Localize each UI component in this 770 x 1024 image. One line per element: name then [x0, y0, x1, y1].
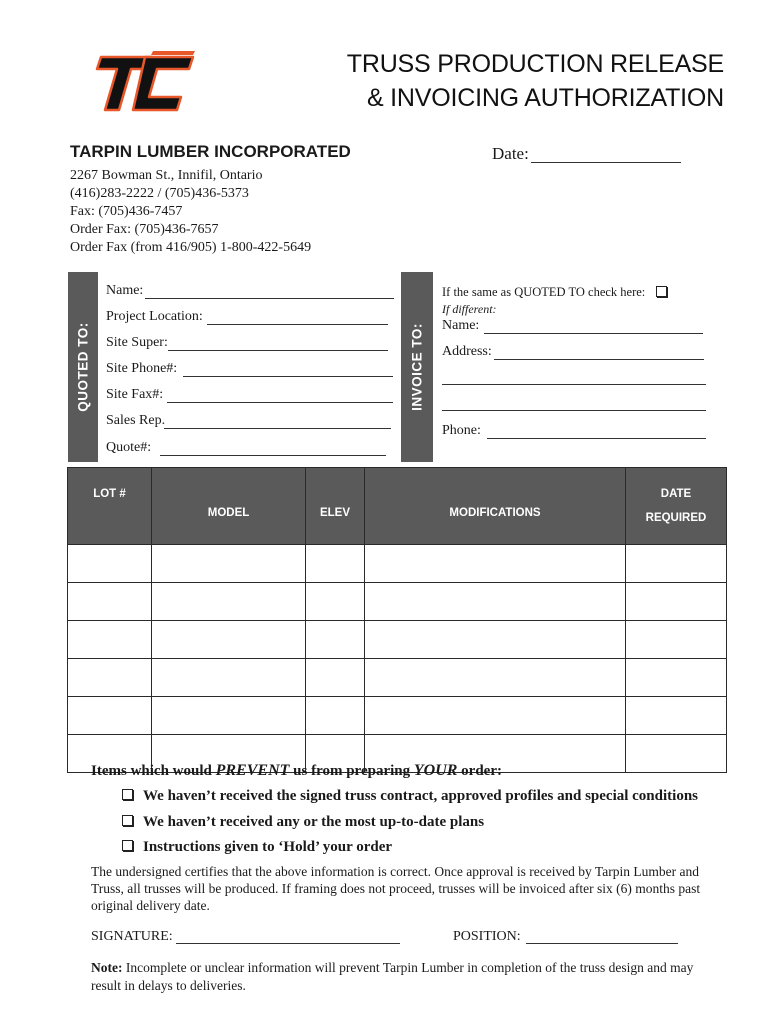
date-field[interactable]: [531, 162, 681, 163]
table-row: [68, 545, 727, 583]
date-required-header-line-1: DATE: [660, 488, 692, 500]
certification-line: The undersigned certifies that the above information is correct. Once approval is received by Tarpin Lumber and: [91, 864, 699, 879]
modifications-cell[interactable]: [365, 697, 626, 735]
if-different-label: If different:: [442, 302, 497, 316]
note-line-1: [91, 959, 693, 977]
lot-number-cell[interactable]: [68, 545, 152, 583]
sales-rep-label: Sales Rep.: [106, 413, 166, 428]
elev-cell[interactable]: [306, 621, 365, 659]
prevent-tail: order:: [461, 763, 502, 779]
prevent-item-text: We haven’t received any or the most up-to-date plans: [143, 814, 485, 830]
invoice-phone-label: Phone:: [442, 423, 481, 438]
your-word: YOUR: [413, 762, 458, 779]
invoice-address-label: Address:: [442, 344, 492, 359]
checkbox-icon[interactable]: [122, 789, 133, 800]
same-as-quoted-row: [442, 285, 667, 300]
site-phone-label: Site Phone#:: [106, 361, 178, 376]
prevent-item-text: We haven’t received the signed truss contract, approved profiles and special conditions: [143, 788, 698, 804]
modifications-cell[interactable]: [365, 583, 626, 621]
invoice-name-label: Name:: [442, 318, 480, 333]
model-cell[interactable]: [152, 697, 306, 735]
signature-field[interactable]: [176, 943, 400, 944]
note-label: Note:: [91, 960, 123, 975]
elev-cell[interactable]: [306, 697, 365, 735]
signature-label: SIGNATURE:: [91, 929, 173, 944]
invoice-name-field[interactable]: [484, 333, 703, 334]
address-line: 2267 Bowman St., Innifil, Ontario: [70, 168, 263, 183]
project-location-field[interactable]: [207, 324, 388, 325]
tl-logo: [93, 47, 197, 115]
elev-cell[interactable]: [306, 659, 365, 697]
order-fax-tollfree-line: Order Fax (from 416/905) 1-800-422-5649: [70, 240, 312, 255]
date-required-cell[interactable]: [626, 621, 727, 659]
site-fax-label: Site Fax#:: [106, 387, 164, 402]
prevent-item: [122, 814, 484, 831]
table-row: [68, 621, 727, 659]
quoted-to-tab: [68, 272, 98, 462]
model-cell[interactable]: [152, 659, 306, 697]
lot-number-cell[interactable]: [68, 697, 152, 735]
form-title-line-2: & INVOICING AUTHORIZATION: [366, 84, 724, 112]
note: [91, 959, 693, 995]
lot-number-cell[interactable]: [68, 621, 152, 659]
site-phone-field[interactable]: [183, 376, 393, 377]
lot-number-header: LOT #: [68, 468, 152, 545]
prevent-lead: Items which would: [91, 763, 212, 779]
invoice-to-tab: [401, 272, 433, 462]
date-required-cell[interactable]: [626, 697, 727, 735]
certification-line: original delivery date.: [91, 898, 210, 913]
prevent-item-text: Instructions given to ‘Hold’ your order: [143, 839, 393, 855]
modifications-header: MODIFICATIONS: [365, 468, 626, 545]
date-required-header-line-2: REQUIRED: [645, 512, 707, 524]
prevent-word: PREVENT: [215, 762, 290, 779]
lots-table: [67, 467, 727, 773]
invoice-phone-field[interactable]: [487, 438, 706, 439]
checkbox-icon[interactable]: [122, 840, 133, 851]
order-fax-line: Order Fax: (705)436-7657: [70, 222, 219, 237]
fax-line: Fax: (705)436-7457: [70, 204, 183, 219]
table-row: [68, 697, 727, 735]
lot-number-cell[interactable]: [68, 659, 152, 697]
invoice-address-field[interactable]: [494, 359, 704, 360]
elev-cell[interactable]: [306, 583, 365, 621]
date-required-cell[interactable]: [626, 545, 727, 583]
note-text: Incomplete or unclear information will prevent Tarpin Lumber in completion of the truss design and may: [125, 960, 694, 975]
form-title-line-1: TRUSS PRODUCTION RELEASE: [346, 50, 724, 78]
table-row: [68, 583, 727, 621]
company-name: TARPIN LUMBER INCORPORATED: [70, 142, 351, 161]
project-location-label: Project Location:: [106, 309, 203, 324]
invoice-address-field-3[interactable]: [442, 410, 706, 411]
site-fax-field[interactable]: [167, 402, 393, 403]
prevent-item: [122, 839, 392, 856]
prevent-heading: [91, 762, 502, 780]
invoice-address-field-2[interactable]: [442, 384, 706, 385]
invoice-to-label: INVOICE TO:: [409, 323, 425, 411]
certification-text: [91, 863, 731, 914]
quoted-name-label: Name:: [106, 283, 144, 298]
modifications-cell[interactable]: [365, 545, 626, 583]
prevent-item: [122, 788, 698, 805]
prevent-mid: us from preparing: [293, 763, 411, 779]
model-cell[interactable]: [152, 621, 306, 659]
model-header: MODEL: [152, 468, 306, 545]
table-row: [68, 659, 727, 697]
quoted-name-field[interactable]: [145, 298, 394, 299]
elev-header: ELEV: [306, 468, 365, 545]
quoted-to-label: QUOTED TO:: [75, 322, 91, 412]
checkbox-icon[interactable]: [656, 286, 667, 297]
modifications-cell[interactable]: [365, 659, 626, 697]
note-line-2: result in delays to deliveries.: [91, 978, 246, 993]
quote-number-field[interactable]: [160, 455, 386, 456]
date-label: Date:: [492, 144, 529, 163]
date-required-cell[interactable]: [626, 659, 727, 697]
site-super-field[interactable]: [168, 350, 388, 351]
phone-line: (416)283-2222 / (705)436-5373: [70, 186, 249, 201]
date-required-cell[interactable]: [626, 583, 727, 621]
table-header-row: [68, 468, 727, 545]
model-cell[interactable]: [152, 545, 306, 583]
date-required-header: [626, 468, 727, 545]
lot-number-cell[interactable]: [68, 583, 152, 621]
same-as-quoted-text: If the same as QUOTED TO check here:: [442, 285, 646, 299]
position-field[interactable]: [526, 943, 678, 944]
sales-rep-field[interactable]: [164, 428, 391, 429]
modifications-cell[interactable]: [365, 621, 626, 659]
checkbox-icon[interactable]: [122, 815, 133, 826]
date-required-cell[interactable]: [626, 735, 727, 773]
model-cell[interactable]: [152, 583, 306, 621]
elev-cell[interactable]: [306, 545, 365, 583]
quote-number-label: Quote#:: [106, 440, 152, 455]
site-super-label: Site Super:: [106, 335, 168, 350]
certification-line: Truss, all trusses will be produced. If framing does not proceed, trusses will be invoiced after six (6) months past: [91, 881, 701, 896]
position-label: POSITION:: [453, 929, 521, 944]
